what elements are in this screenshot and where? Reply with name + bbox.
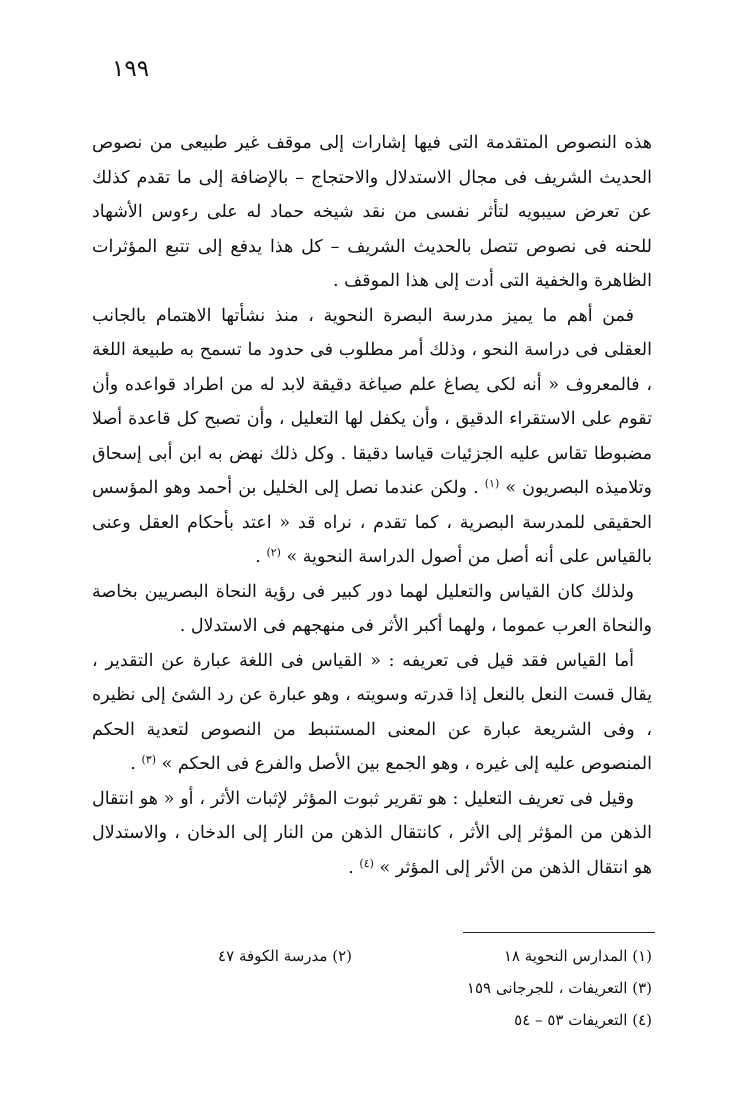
footnote-ref-4: (٤)	[359, 856, 374, 870]
footnote-1: (١) المدارس النحوية ١٨	[503, 947, 652, 965]
paragraph-2	[92, 299, 652, 575]
paragraph-2-text-end: .	[255, 547, 261, 567]
paragraph-1-text: هذه النصوص المتقدمة التى فيها إشارات إلى موقف غير طبيعى من نصوص الحديث الشريف فى مجال الاستدلال والاحتجاج – بالإضافة إلى ما تقدم كذلك عن تعرض سيبويه لتأثر نفسى من نقد شيخه حماد له على رءوس الأشهاد للحنه فى نصوص تتصل بالحديث الشريف – كل هذا يدفع إلى تتبع المؤثرات الظاهرة والخفية التى أدت إلى هذا الموقف .	[92, 133, 652, 291]
footnote-row	[92, 1004, 652, 1036]
footnote-ref-1: (١)	[484, 477, 500, 490]
page-number: ١٩٩	[112, 56, 150, 82]
paragraph-5-text: وقيل فى تعريف التعليل : هو تقرير ثبوت المؤثر لإثبات الأثر ، أو « هو انتقال الذهن من المؤثر إلى الأثر ، كانتقال الذهن من النار إلى الدخان ، والاستدلال هو انتقال الذهن من الأثر إلى المؤثر »	[92, 788, 652, 878]
paragraph-4	[92, 644, 652, 782]
paragraph-4-text-end: .	[130, 754, 136, 774]
paragraph-1	[92, 126, 652, 299]
footnote-row	[92, 972, 652, 1004]
footnote-ref-3: (٣)	[141, 753, 156, 766]
paragraph-5-text-end: .	[348, 857, 354, 878]
paragraph-4-text: أما القياس فقد قيل فى تعريفه : « القياس فى اللغة عبارة عن التقدير ، يقال قست النعل بالنعل إذا قدرته وسويته ، وهو عبارة عن رد الشئ إلى نظيره ، وفى الشريعة عبارة عن المعنى المستنبط من النصوص لتعدية الحكم المنصوص عليه إلى غيره ، وهو الجمع بين الأصل والفرع فى الحكم »	[92, 650, 652, 774]
paragraph-3-text: ولذلك كان القياس والتعليل لهما دور كبير فى رؤية النحاة البصريين بخاصة والنحاة العرب عموما ، ولهما أكبر الأثر فى منهجهم فى الاستدلال .	[92, 581, 652, 636]
paragraph-3	[92, 575, 652, 644]
footnote-3: (٣) التعريفات ، للجرجانى ١٥٩	[466, 979, 652, 997]
footnote-row	[92, 940, 652, 972]
paragraph-2-text-continued: . ولكن عندما نصل إلى الخليل بن أحمد وهو المؤسس الحقيقى للمدرسة البصرية ، كما تقدم ، نراه قد « اعتد بأحكام العقل وعنى بالقياس على أنه أصل من أصول الدراسة النحوية »	[92, 478, 652, 567]
footnote-4: (٤) التعريفات ٥٣ – ٥٤	[514, 1011, 652, 1029]
footnote-separator	[463, 932, 655, 933]
footnotes	[92, 940, 652, 1036]
footnote-2: (٢) مدرسة الكوفة ٤٧	[218, 947, 352, 965]
footnote-ref-2: (٢)	[266, 546, 281, 559]
paragraph-5	[92, 782, 652, 886]
paragraph-2-text: فمن أهم ما يميز مدرسة البصرة النحوية ، منذ نشأتها الاهتمام بالجانب العقلى فى دراسة النحو ، وذلك أمر مطلوب فى حدود ما تسمح به طبيعة اللغة ، فالمعروف « أنه لكى يصاغ علم صياغة دقيقة لابد له من اطراد قواعده وأن تقوم على الاستقراء الدقيق ، وأن يكفل لها التعليل ، وأن تصبح كل قاعدة أصلا مضبوطا تقاس عليه الجزئيات قياسا دقيقا . وكل ذلك نهض به ابن أبى إسحاق وتلاميذه البصريون »	[92, 305, 652, 498]
body-text	[92, 126, 652, 885]
